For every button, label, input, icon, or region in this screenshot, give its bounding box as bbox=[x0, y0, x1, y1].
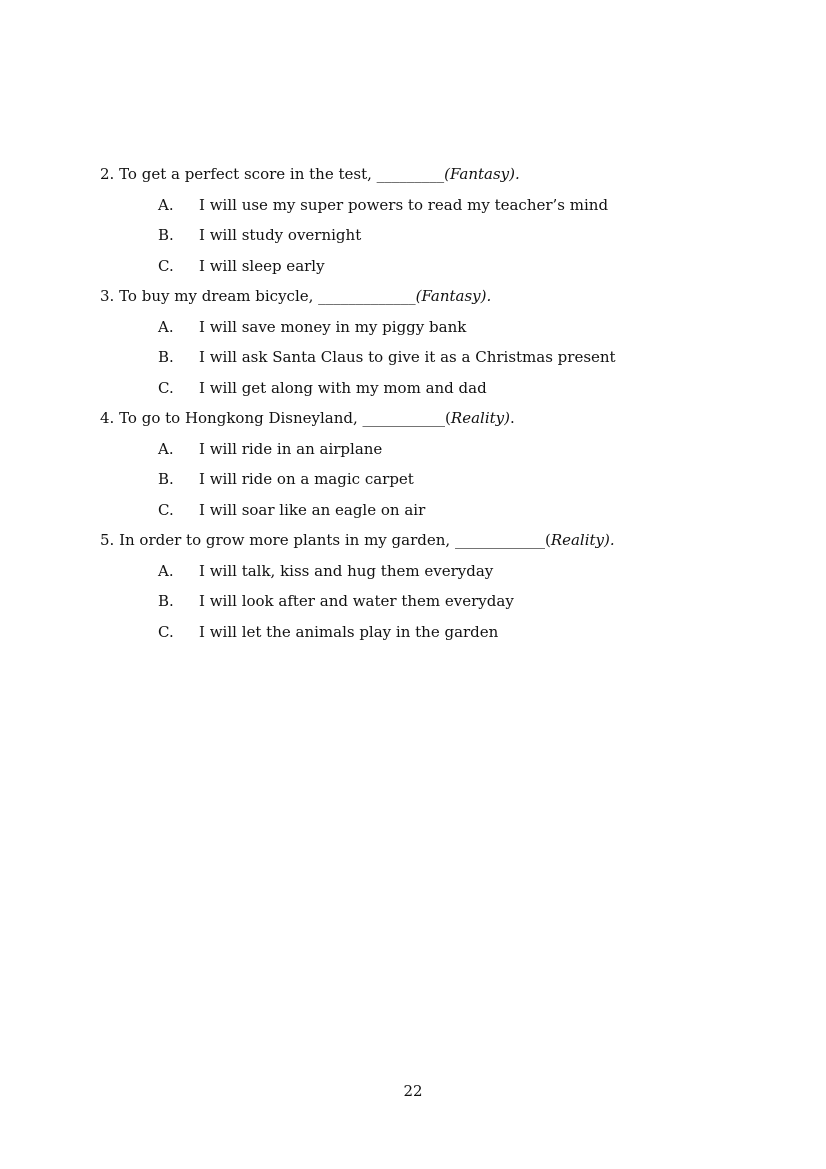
option-text: I will ask Santa Claus to give it as a Christmas present bbox=[199, 348, 616, 366]
question-5 bbox=[100, 525, 740, 556]
option-letter: C. bbox=[158, 622, 174, 641]
answer-blank: _____________ bbox=[318, 287, 416, 305]
answer-blank: _________ bbox=[376, 165, 445, 183]
option-3a bbox=[100, 312, 740, 343]
question-text: 3. To buy my dream bicycle, bbox=[100, 287, 319, 305]
option-letter: B. bbox=[158, 470, 174, 488]
option-text: I will save money in my piggy bank bbox=[199, 317, 467, 336]
option-text: I will look after and water them everyday bbox=[199, 592, 514, 610]
option-5b bbox=[100, 586, 740, 617]
question-tag: Reality). bbox=[550, 531, 615, 549]
question-4 bbox=[100, 403, 740, 434]
question-tag: (Fantasy). bbox=[444, 165, 520, 183]
option-5c bbox=[100, 617, 740, 648]
question-3 bbox=[100, 281, 740, 312]
question-text: 5. In order to grow more plants in my garden, bbox=[100, 531, 455, 549]
option-text: I will use my super powers to read my teacher’s mind bbox=[199, 195, 609, 214]
option-letter: B. bbox=[158, 592, 174, 610]
option-letter: A. bbox=[158, 561, 174, 580]
option-letter: A. bbox=[158, 439, 174, 458]
tag-close: . bbox=[509, 409, 515, 427]
answer-blank: ____________ bbox=[454, 531, 545, 549]
option-letter: B. bbox=[158, 226, 174, 244]
option-text: I will talk, kiss and hug them everyday bbox=[199, 561, 494, 580]
option-5a bbox=[100, 556, 740, 587]
option-4c bbox=[100, 495, 740, 526]
option-text: I will ride on a magic carpet bbox=[199, 470, 414, 488]
option-3c bbox=[100, 373, 740, 404]
option-text: I will ride in an airplane bbox=[199, 439, 383, 458]
option-text: I will let the animals play in the garden bbox=[199, 622, 499, 641]
page-number: 22 bbox=[403, 1082, 423, 1100]
tag-open: ( bbox=[544, 531, 551, 549]
option-2b bbox=[100, 220, 740, 251]
option-letter: C. bbox=[158, 256, 174, 275]
option-4a bbox=[100, 434, 740, 465]
option-text: I will soar like an eagle on air bbox=[199, 500, 426, 519]
option-letter: C. bbox=[158, 378, 174, 397]
question-2 bbox=[100, 159, 740, 190]
option-letter: B. bbox=[158, 348, 174, 366]
option-4b bbox=[100, 464, 740, 495]
question-tag: Reality) bbox=[450, 409, 510, 427]
option-2a bbox=[100, 190, 740, 221]
option-3b bbox=[100, 342, 740, 373]
question-tag: (Fantasy). bbox=[415, 287, 492, 305]
option-letter: A. bbox=[158, 195, 174, 214]
tag-open: ( bbox=[445, 409, 451, 427]
option-letter: C. bbox=[158, 500, 174, 519]
option-text: I will sleep early bbox=[199, 256, 325, 275]
option-2c bbox=[100, 251, 740, 282]
option-letter: A. bbox=[158, 317, 174, 336]
question-text: 4. To go to Hongkong Disneyland, bbox=[100, 409, 363, 427]
worksheet-content bbox=[100, 159, 740, 647]
question-text: 2. To get a perfect score in the test, bbox=[100, 165, 377, 183]
option-text: I will get along with my mom and dad bbox=[199, 378, 487, 397]
answer-blank: ___________ bbox=[362, 409, 446, 427]
option-text: I will study overnight bbox=[199, 226, 362, 244]
